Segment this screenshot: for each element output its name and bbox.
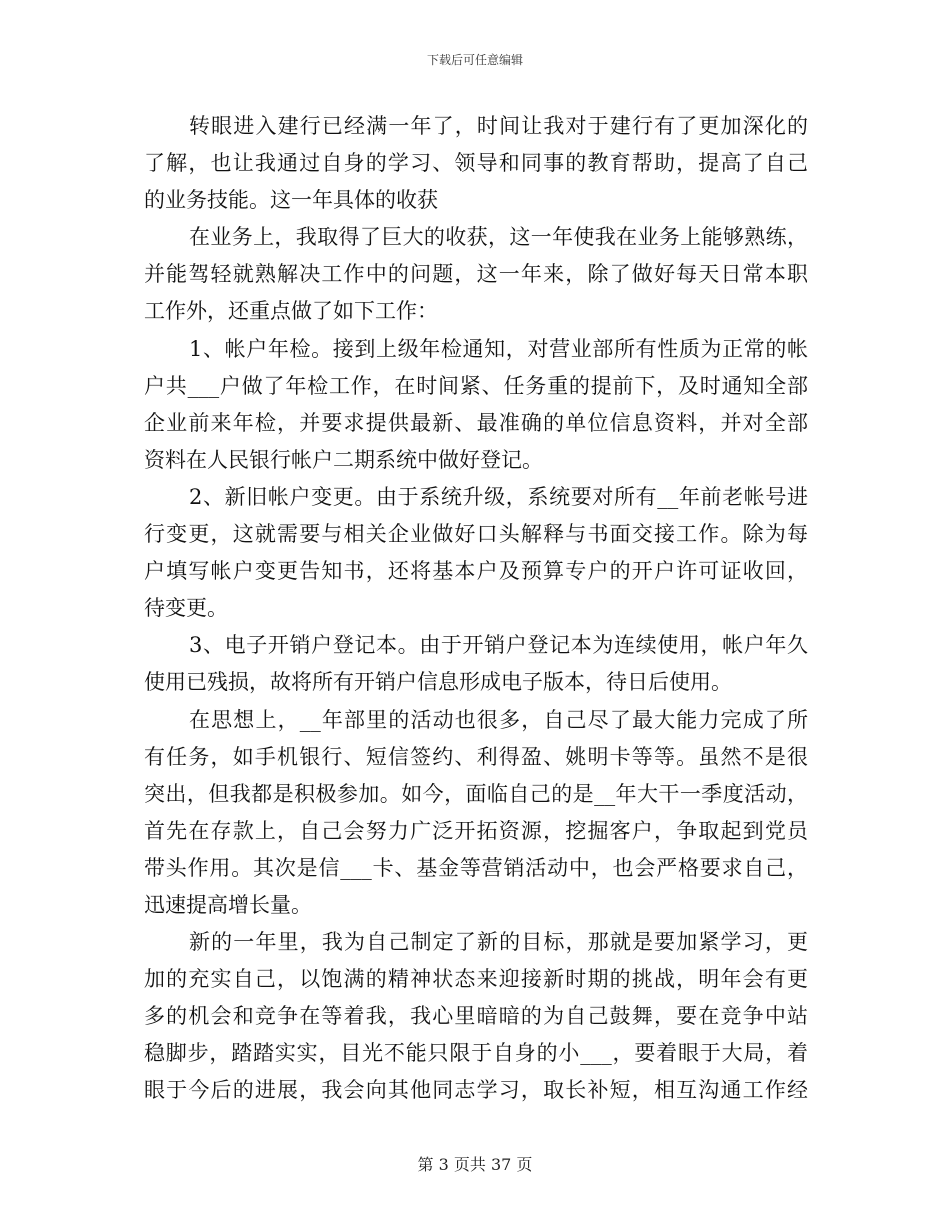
paragraph bbox=[144, 924, 808, 1109]
text-line: 稳脚步，踏踏实实，目光不能只限于自身的小___，要着眼于大局，着 bbox=[144, 1041, 808, 1066]
text-line: 1、帐户年检。接到上级年检通知，对营业部所有性质为正常的帐 bbox=[189, 336, 808, 361]
text-line: 有任务，如手机银行、短信签约、利得盈、姚明卡等等。虽然不是很 bbox=[144, 744, 808, 769]
text-line: 企业前来年检，并要求提供最新、最准确的单位信息资料，并对全部 bbox=[144, 410, 808, 435]
text-line: 在业务上，我取得了巨大的收获，这一年使我在业务上能够熟练， bbox=[189, 225, 808, 250]
paragraph bbox=[144, 702, 808, 925]
text-line: 2、新旧帐户变更。由于系统升级，系统要对所有__年前老帐号进 bbox=[189, 484, 808, 509]
text-line: 户填写帐户变更告知书，还将基本户及预算专户的开户许可证收回， bbox=[144, 559, 808, 584]
text-line: 突出，但我都是积极参加。如今，面临自己的是__年大干一季度活动， bbox=[144, 781, 808, 806]
text-line: 迅速提高增长量。 bbox=[144, 892, 312, 917]
text-line: 使用已残损，故将所有开销户信息形成电子版本，待日后使用。 bbox=[144, 670, 732, 695]
text-line: 行变更，这就需要与相关企业做好口头解释与书面交接工作。除为每 bbox=[144, 522, 808, 547]
paragraph bbox=[144, 627, 808, 701]
text-line: 工作外，还重点做了如下工作： bbox=[144, 299, 438, 324]
text-line: 带头作用。其次是信___卡、基金等营销活动中，也会严格要求自己， bbox=[144, 855, 808, 880]
text-line: 待变更。 bbox=[144, 596, 228, 621]
text-line: 并能驾轻就熟解决工作中的问题，这一年来，除了做好每天日常本职 bbox=[144, 262, 808, 287]
paragraph bbox=[144, 479, 808, 627]
page-footer: 第 3 页共 37 页 bbox=[417, 1155, 533, 1174]
text-line: 眼于今后的进展，我会向其他同志学习，取长补短，相互沟通工作经 bbox=[144, 1078, 808, 1103]
text-line: 的业务技能。这一年具体的收获 bbox=[144, 188, 438, 213]
text-line: 转眼进入建行已经满一年了，时间让我对于建行有了更加深化的 bbox=[189, 114, 808, 138]
text-line: 首先在存款上，自己会努力广泛开拓资源，挖掘客户，争取起到党员 bbox=[144, 818, 808, 843]
text-line: 了解，也让我通过自身的学习、领导和同事的教育帮助，提高了自己 bbox=[144, 151, 808, 176]
text-line: 在思想上，__年部里的活动也很多，自己尽了最大能力完成了所 bbox=[189, 707, 808, 732]
document-body bbox=[144, 108, 808, 1110]
text-line: 加的充实自己，以饱满的精神状态来迎接新时期的挑战，明年会有更 bbox=[144, 967, 808, 992]
paragraph bbox=[144, 331, 808, 479]
text-line: 户共___户做了年检工作，在时间紧、任务重的提前下，及时通知全部 bbox=[144, 373, 808, 398]
text-line: 新的一年里，我为自己制定了新的目标，那就是要加紧学习，更 bbox=[189, 930, 808, 955]
paragraph bbox=[144, 108, 808, 219]
text-line: 3、电子开销户登记本。由于开销户登记本为连续使用，帐户年久 bbox=[189, 633, 808, 658]
text-line: 多的机会和竞争在等着我，我心里暗暗的为自己鼓舞，要在竞争中站 bbox=[144, 1004, 808, 1029]
paragraph bbox=[144, 219, 808, 330]
page-header: 下载后可任意编辑 bbox=[426, 53, 523, 67]
text-line: 资料在人民银行帐户二期系统中做好登记。 bbox=[144, 447, 543, 472]
